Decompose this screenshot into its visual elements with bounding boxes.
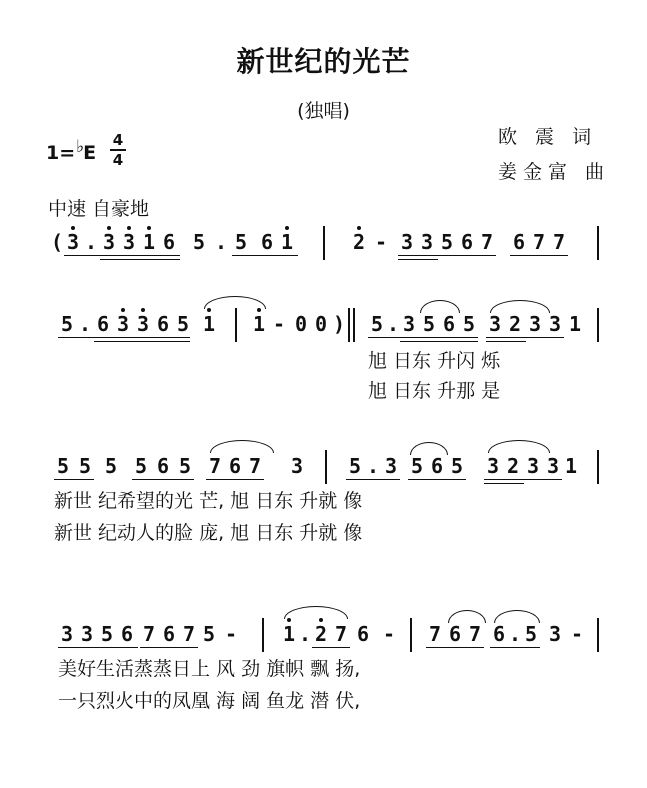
lyrics-line: 美好生活蒸蒸日上 风 劲 旗帜 飘 扬, [58, 658, 361, 680]
note: 6 [448, 622, 462, 646]
barline [597, 618, 599, 652]
note: 6 [492, 622, 506, 646]
note: 5 [192, 230, 206, 254]
note: 1 [202, 312, 216, 336]
note: 7 [532, 230, 546, 254]
note: 2 [506, 454, 520, 478]
note: - [382, 622, 396, 646]
note: 5 [100, 622, 114, 646]
barline [348, 308, 350, 342]
note: . [78, 312, 92, 336]
time-signature [110, 132, 126, 168]
note: 3 [136, 312, 150, 336]
note: . [214, 230, 228, 254]
key-signature [46, 137, 97, 164]
note: 2 [314, 622, 328, 646]
lyrics-line: 旭 日东 升那 是 [368, 380, 501, 402]
note: 5 [178, 454, 192, 478]
notation-row-3: 5 5 5 5 6 5 7 6 7 3 | 5．3 5 6 5 3 2 3 1 | [42, 770, 63, 771]
note: 6 [460, 230, 474, 254]
song-title: 新世纪的光芒 [236, 45, 411, 78]
barline [410, 618, 412, 652]
barline [597, 450, 599, 484]
notation-row-2: 5．6 3 3 6 5 1 | 1 - 0 0) | 5．3 5 6 5 3 2 3 1 | [19, 770, 43, 771]
note: 3 [122, 230, 136, 254]
note: 7 [208, 454, 222, 478]
note: 6 [356, 622, 370, 646]
composer-credit: 姜金富 曲 [498, 161, 611, 183]
note: 5 [524, 622, 538, 646]
note: 5 [462, 312, 476, 336]
meter-top: 4 [112, 131, 124, 149]
note: 7 [142, 622, 156, 646]
note: 7 [468, 622, 482, 646]
notation-text-reference [0, 770, 647, 771]
meter-bottom: 4 [112, 151, 124, 169]
lyrics-line: 新世 纪动人的脸 庞, 旭 日东 升就 像 [54, 522, 363, 544]
note: 3 [548, 622, 562, 646]
note: 5 [60, 312, 74, 336]
note: 5 [104, 454, 118, 478]
note: 5 [410, 454, 424, 478]
barline [597, 226, 599, 260]
barline [597, 308, 599, 342]
note: . [366, 454, 380, 478]
note: 0 [314, 312, 328, 336]
note: - [570, 622, 584, 646]
note: 3 [548, 312, 562, 336]
note: 1 [568, 312, 582, 336]
note: 0 [294, 312, 308, 336]
note: - [374, 230, 388, 254]
barline [235, 308, 237, 342]
note: 1 [564, 454, 578, 478]
note: ) [332, 312, 346, 336]
note: 5 [450, 454, 464, 478]
note: 3 [116, 312, 130, 336]
note: 3 [488, 312, 502, 336]
note: 5 [56, 454, 70, 478]
key-note: E [83, 142, 97, 164]
note: 5 [134, 454, 148, 478]
barline [262, 618, 264, 652]
note: 1 [252, 312, 266, 336]
note: 6 [156, 454, 170, 478]
note: - [272, 312, 286, 336]
paren-open: ( [50, 230, 64, 254]
note: 3 [384, 454, 398, 478]
lyrics-line: 旭 日东 升闪 烁 [368, 350, 501, 372]
note: 3 [66, 230, 80, 254]
note: . [508, 622, 522, 646]
note: 7 [480, 230, 494, 254]
song-subtitle: (独唱) [297, 100, 350, 122]
lyrics-line: 新世 纪希望的光 芒, 旭 日东 升就 像 [54, 490, 363, 512]
note: 6 [430, 454, 444, 478]
note: 5 [440, 230, 454, 254]
note: 3 [80, 622, 94, 646]
barline [325, 450, 327, 484]
note: 7 [552, 230, 566, 254]
barline [353, 308, 355, 342]
note: 1 [282, 622, 296, 646]
note: 6 [442, 312, 456, 336]
note: 7 [248, 454, 262, 478]
note: 1 [142, 230, 156, 254]
note: 7 [182, 622, 196, 646]
note: . [84, 230, 98, 254]
note: 6 [162, 622, 176, 646]
note: 5 [234, 230, 248, 254]
note: . [298, 622, 312, 646]
note: 3 [400, 230, 414, 254]
note: 2 [352, 230, 366, 254]
key-prefix: 1= [46, 142, 76, 164]
note: 3 [290, 454, 304, 478]
note: 6 [156, 312, 170, 336]
note: 5 [370, 312, 384, 336]
note: 6 [512, 230, 526, 254]
lyricist-credit: 欧 震 词 [498, 126, 598, 148]
lyrics-line: 一只烈火中的凤凰 海 阔 鱼龙 潜 伏, [58, 690, 361, 712]
note: . [386, 312, 400, 336]
note: 6 [260, 230, 274, 254]
note: 7 [334, 622, 348, 646]
notation-row-1: (3．3 3 1 6 5．5 6 1 | 2 - 3 3 5 6 7 6 7 | [0, 770, 20, 771]
note: 3 [528, 312, 542, 336]
note: 7 [428, 622, 442, 646]
note: 5 [176, 312, 190, 336]
tempo-marking: 中速 自豪地 [48, 198, 150, 220]
note: 3 [60, 622, 74, 646]
note: 3 [420, 230, 434, 254]
note: 6 [162, 230, 176, 254]
note: 2 [508, 312, 522, 336]
note: 5 [202, 622, 216, 646]
note: 3 [546, 454, 560, 478]
note: 5 [422, 312, 436, 336]
notation-row-4: 3 3 5 6 7 6 7 5 - | 1．2 7 6 - | 7 6 7 6．5 3 - | [62, 770, 85, 771]
flat-sign: ♭ [76, 137, 85, 157]
note: 3 [526, 454, 540, 478]
note: 6 [228, 454, 242, 478]
note: 1 [280, 230, 294, 254]
note: 6 [120, 622, 134, 646]
note: 5 [78, 454, 92, 478]
note: 5 [348, 454, 362, 478]
note: 3 [402, 312, 416, 336]
note: 3 [486, 454, 500, 478]
note: - [224, 622, 238, 646]
note: 6 [96, 312, 110, 336]
note: 3 [102, 230, 116, 254]
barline [323, 226, 325, 260]
